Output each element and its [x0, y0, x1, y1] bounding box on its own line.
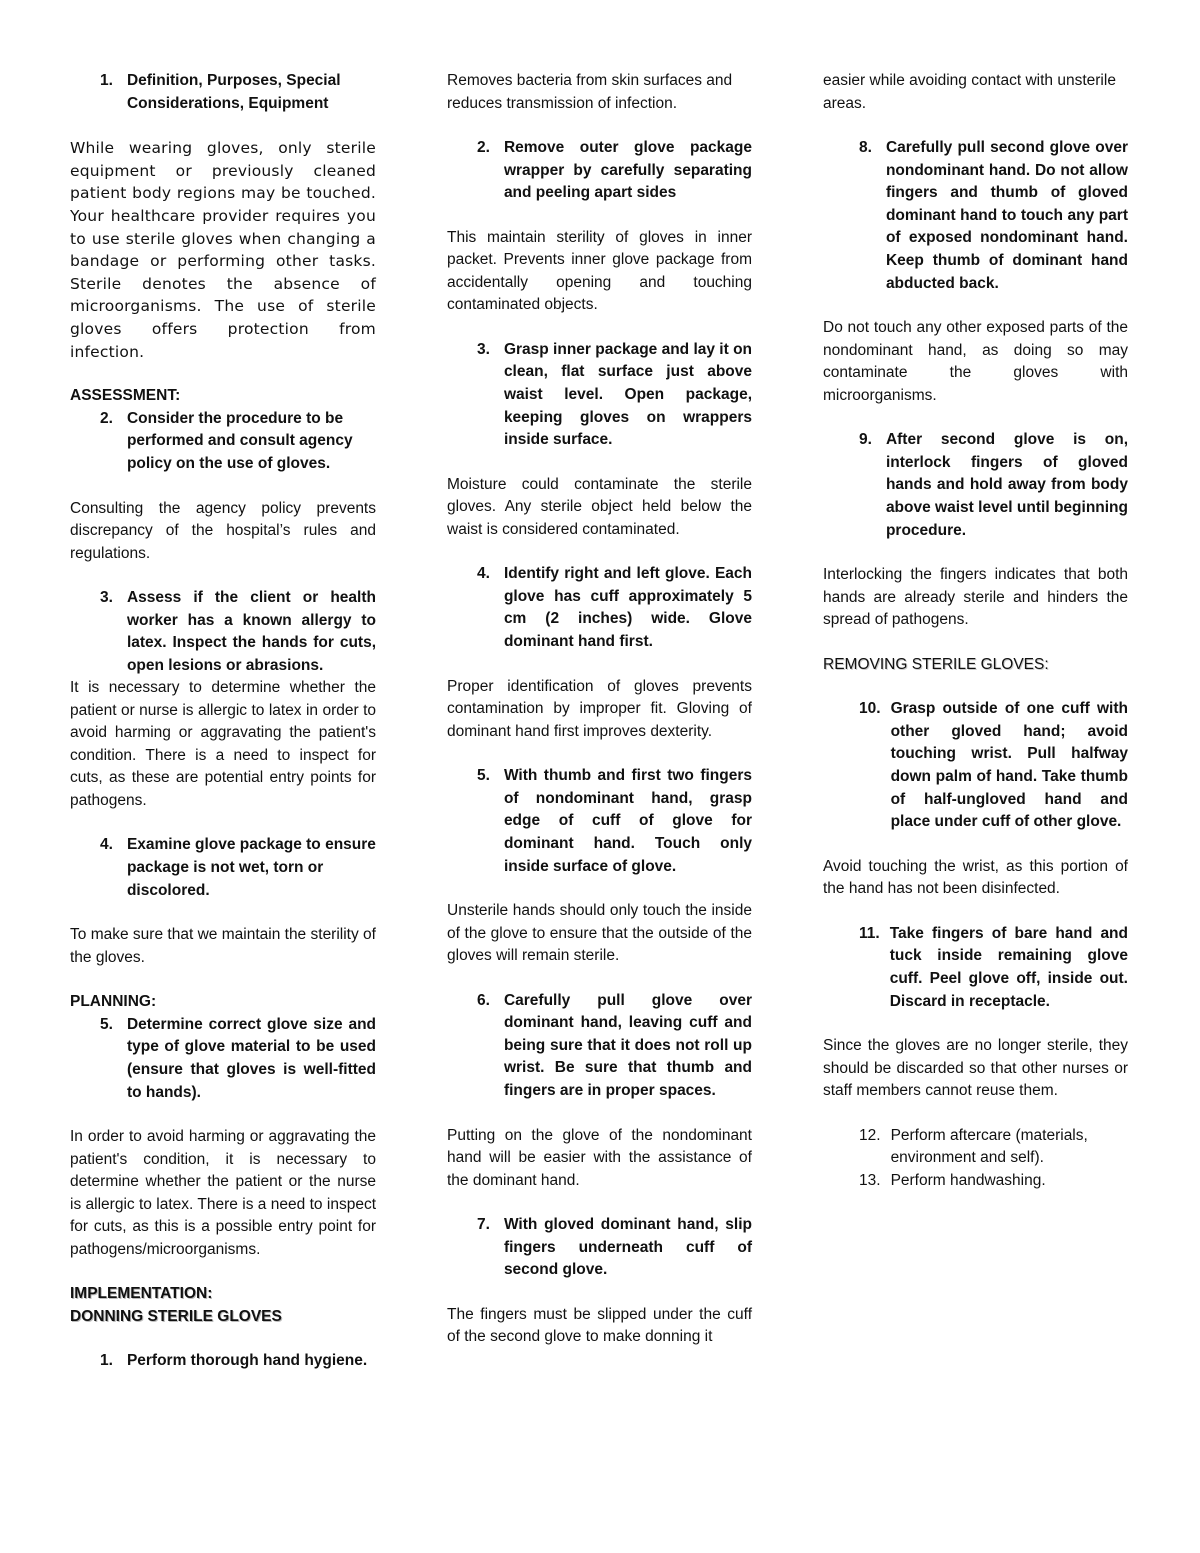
step-text: Consider the procedure to be performed and consult agency policy on the use of gloves.	[126, 409, 353, 472]
donning-step-7	[477, 1214, 752, 1282]
step-5-rationale: In order to avoid harming or aggravating the patient's condition, it is necessary to determine whether the patient or the nurse is allergic to latex. There is a need to inspect for cuts, as this is a possible entry point for pathogens/microorganisms.	[70, 1128, 376, 1258]
removing-step-12	[859, 1125, 1128, 1170]
step-1	[100, 70, 376, 115]
donning-step-6-rationale: Putting on the glove of the nondominant hand will be easier with the assistance of the dominant hand.	[447, 1126, 752, 1189]
step-text: Definition, Purposes, Special Considerations, Equipment	[126, 72, 341, 112]
step-number: 5.	[100, 1015, 113, 1033]
column-1	[70, 70, 376, 1373]
column-3	[823, 70, 1128, 1192]
step-number: 7.	[477, 1216, 490, 1234]
step-2-rationale: Consulting the agency policy prevents discrepancy of the hospital’s rules and regulations.	[70, 499, 376, 562]
step-4	[100, 834, 376, 902]
donning-step-2	[477, 137, 752, 205]
step-number: 8.	[859, 139, 872, 156]
step-number: 1.	[100, 72, 113, 89]
donning-step-8	[859, 137, 1128, 295]
step-text: Assess if the client or health worker has a known allergy to latex. Inspect the hands for cuts, open lesions or abrasions.	[126, 589, 376, 674]
step-number: 3.	[477, 340, 490, 358]
intro-paragraph: While wearing gloves, only sterile equipment or previously cleaned patient body regions may be touched. Your healthcare provider requires you to use sterile gloves when changing a bandage or performing other tasks. Sterile denotes the absence of microorganisms. The use of sterile gloves offers protection from infection.	[70, 139, 376, 361]
step-number: 4.	[477, 565, 490, 583]
step-5	[100, 1014, 376, 1104]
step-text: Identify right and left glove. Each glove has cuff approximately 5 cm (2 inches) wide. Glove dominant hand first.	[503, 565, 752, 651]
donning-heading: DONNING STERILE GLOVES	[70, 1307, 282, 1325]
donning-step-9	[859, 429, 1128, 542]
donning-step-5	[477, 765, 752, 878]
removing-step-10-rationale: Avoid touching the wrist, as this portion of the hand has not been disinfected.	[823, 857, 1128, 898]
step-text: With gloved dominant hand, slip fingers underneath cuff of second glove.	[503, 1216, 752, 1279]
removing-step-10	[859, 698, 1128, 834]
removing-step-13	[859, 1170, 1128, 1193]
removing-step-11-rationale: Since the gloves are no longer sterile, they should be discarded so that other nurses or staff members cannot reuse them.	[823, 1037, 1128, 1100]
step-text: Carefully pull second glove over nondominant hand. Do not allow fingers and thumb of gloved dominant hand to touch any part of exposed nondominant hand. Keep thumb of dominant hand abducted back.	[885, 139, 1128, 292]
removing-heading: REMOVING STERILE GLOVES:	[823, 655, 1049, 673]
donning-step-3-rationale: Moisture could contaminate the sterile gloves. Any sterile object held below the waist is considered contaminated.	[447, 475, 752, 538]
step-text: With thumb and first two fingers of nondominant hand, grasp edge of cuff of glove for dominant hand. Touch only inside surface of glove.	[503, 767, 752, 875]
step-text: Remove outer glove package wrapper by carefully separating and peeling apart sides	[503, 139, 752, 202]
step-3	[100, 587, 376, 677]
step-text: Perform handwashing.	[890, 1171, 1046, 1189]
step-number: 12.	[859, 1126, 881, 1144]
implementation-heading: IMPLEMENTATION:	[70, 1285, 213, 1303]
step-text: Examine glove package to ensure package is not wet, torn or discolored.	[126, 836, 376, 899]
step-number: 13.	[859, 1171, 881, 1189]
step-3-rationale: It is necessary to determine whether the patient or nurse is allergic to latex in order to avoid harming or aggravating the patient's condition. There is a need to inspect for cuts, as these are potential entry points for pathogens.	[70, 679, 376, 809]
donning-step-7-rationale: The fingers must be slipped under the cuff of the second glove to make donning it	[447, 1305, 752, 1346]
step-4-rationale: To make sure that we maintain the sterility of the gloves.	[70, 926, 376, 966]
step-number: 11.	[859, 924, 880, 942]
donning-step-4	[477, 563, 752, 653]
donning-step-4-rationale: Proper identification of gloves prevents contamination by improper fit. Gloving of dominant hand first improves dexterity.	[447, 677, 752, 740]
donning-step-6	[477, 990, 752, 1103]
donning-step-7-rationale-continued: easier while avoiding contact with unsterile areas.	[823, 72, 1116, 112]
donning-step-1	[100, 1350, 376, 1373]
step-text: Carefully pull glove over dominant hand, leaving cuff and being sure that it does not roll up wrist. Be sure that thumb and fingers are in proper spaces.	[503, 991, 752, 1099]
assessment-heading: ASSESSMENT:	[70, 387, 181, 405]
step-text: Perform thorough hand hygiene.	[126, 1352, 368, 1370]
donning-step-9-rationale: Interlocking the fingers indicates that both hands are already sterile and hinders the spread of pathogens.	[823, 566, 1128, 629]
step-number: 3.	[100, 589, 113, 606]
step-text: Grasp outside of one cuff with other gloved hand; avoid touching wrist. Pull halfway down palm of hand. Take thumb of half-ungloved hand and place under cuff of other glove.	[890, 700, 1128, 831]
step-number: 2.	[100, 409, 113, 427]
step-text: Determine correct glove size and type of glove material to be used (ensure that gloves is well-fitted to hands).	[126, 1015, 376, 1101]
donning-step-5-rationale: Unsterile hands should only touch the inside of the glove to ensure that the outside of the gloves will remain sterile.	[447, 902, 752, 965]
step-number: 10.	[859, 700, 881, 718]
donning-step-1-rationale: Removes bacteria from skin surfaces and reduces transmission of infection.	[447, 72, 733, 112]
step-number: 4.	[100, 836, 113, 854]
step-text: After second glove is on, interlock fingers of gloved hands and hold away from body above waist level until beginning procedure.	[885, 431, 1128, 539]
step-number: 6.	[477, 991, 490, 1009]
donning-step-2-rationale: This maintain sterility of gloves in inner packet. Prevents inner glove package from accidentally opening and touching contaminated objects.	[447, 228, 752, 314]
step-number: 1.	[100, 1352, 113, 1370]
planning-heading: PLANNING:	[70, 993, 157, 1011]
step-text: Perform aftercare (materials, environment and self).	[890, 1126, 1088, 1167]
donning-step-8-rationale: Do not touch any other exposed parts of the nondominant hand, as doing so may contaminate the gloves with microorganisms.	[823, 319, 1128, 404]
donning-step-3	[477, 339, 752, 452]
step-number: 9.	[859, 431, 872, 449]
removing-step-11	[859, 923, 1128, 1013]
column-2	[447, 70, 752, 1349]
step-text: Take fingers of bare hand and tuck inside remaining glove cuff. Peel glove off, inside out. Discard in receptacle.	[889, 924, 1128, 1010]
step-number: 5.	[477, 767, 490, 785]
step-2	[100, 408, 376, 476]
step-text: Grasp inner package and lay it on clean, flat surface just above waist level. Open package, keeping gloves on wrappers inside surface.	[503, 340, 753, 449]
step-number: 2.	[477, 139, 490, 156]
